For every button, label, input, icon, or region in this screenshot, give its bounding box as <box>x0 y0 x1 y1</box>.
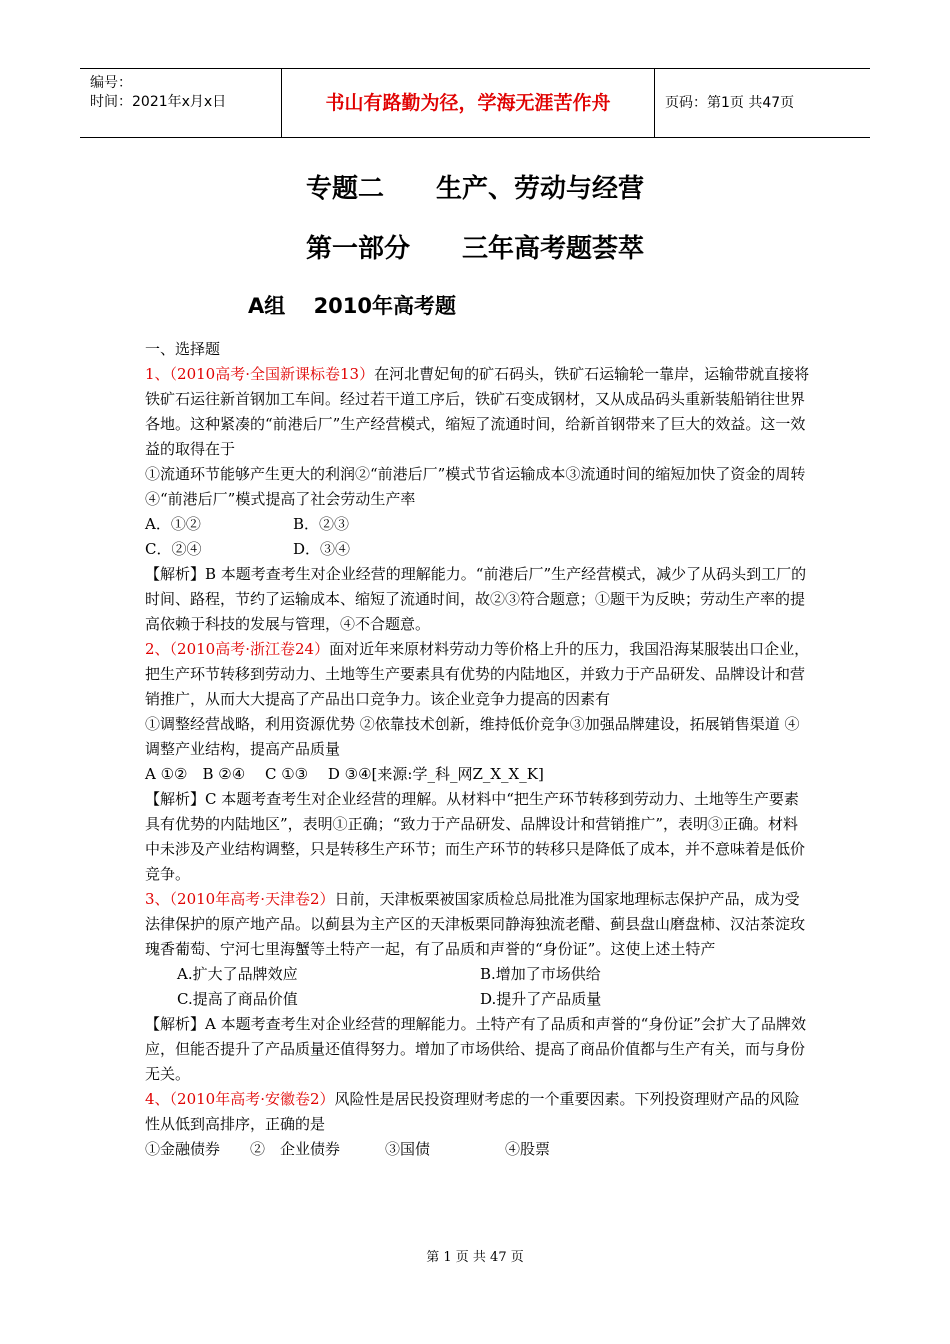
question-2-source: （2010高考·浙江卷24） <box>169 640 330 658</box>
question-4-number: 4、 <box>145 1090 170 1108</box>
question-2-items: ①调整经营战略，利用资源优势 ②依靠技术创新，维持低价竞争③加强品牌建设，拓展销售渠道 ④调整产业结构，提高产品质量 <box>145 715 800 758</box>
header-motto: 书山有路勤为径，学海无涯苦作舟 <box>282 69 655 137</box>
question-1-source: （2010高考·全国新课标卷13） <box>169 365 375 383</box>
question-3-options-row1 <box>145 962 810 987</box>
question-1-items: ①流通环节能够产生更大的利润②“前港后厂”模式节省运输成本③流通时间的缩短加快了资金的周转④“前港后厂”模式提高了社会劳动生产率 <box>145 465 806 508</box>
question-2-stem: 2、（2010高考·浙江卷24）面对近年来原材料劳动力等价格上升的压力，我国沿海某服装出口企业，把生产环节转移到劳动力、土地等生产要素具有优势的内陆地区，并致力于产品研发、品牌设计和营销推广，从而大大提高了产品出口竞争力。该企业竞争力提高的因素有 <box>145 640 810 708</box>
question-1-stem: 1、（2010高考·全国新课标卷13）在河北曹妃甸的矿石码头，铁矿石运输轮一靠岸，运输带就直接将铁矿石运往新首钢加工车间。经过若干道工序后，铁矿石变成钢材，又从成品码头重新装船销往世界各地。这种紧凑的“前港后厂”生产经营模式，缩短了流通时间，给新首钢带来了巨大的效益。这一效益的取得在于 <box>145 365 810 458</box>
number-label: 编号： <box>90 75 132 91</box>
section-heading: 一、选择题 <box>145 340 221 358</box>
document-body <box>145 337 810 1162</box>
group-title: A组 2010年高考题 <box>248 294 457 318</box>
page-footer: 第 1 页 共 47 页 <box>426 1250 524 1265</box>
question-4-items: ①金融债券 ② 企业债券 ③国债 ④股票 <box>145 1140 551 1158</box>
question-4-stem: 4、（2010年高考·安徽卷2）风险性是居民投资理财考虑的一个重要因素。下列投资理财产品的风险性从低到高排序，正确的是 <box>145 1090 800 1133</box>
option-b: B．②③ <box>293 515 350 533</box>
option-a: A．①② <box>145 515 201 533</box>
header-table <box>80 68 870 138</box>
question-1-analysis: 【解析】B 本题考查考生对企业经营的理解能力。“前港后厂”生产经营模式，减少了从码头到工厂的时间、路程，节约了运输成本、缩短了流通时间，故②③符合题意；①题干为反映；劳动生产率的提高依赖于科技的发展与管理，④不合题意。 <box>145 565 807 633</box>
option-a: A.扩大了品牌效应 <box>177 965 298 983</box>
question-1-number: 1、 <box>145 365 170 383</box>
question-2-analysis: 【解析】C 本题考查考生对企业经营的理解。从材料中“把生产环节转移到劳动力、土地等生产要素具有优势的内陆地区”，表明①正确；“致力于产品研发、品牌设计和营销推广”，表明③正确。材料中未涉及产业结构调整，只是转移生产环节；而生产环节的转移只是降低了成本，并不意味着是低价竞争。 <box>145 790 806 883</box>
question-1-options-row1 <box>145 512 810 537</box>
question-2-number: 2、 <box>145 640 170 658</box>
question-4-source: （2010年高考·安徽卷2） <box>169 1090 335 1108</box>
topic-title: 专题二 生产、劳动与经营 <box>305 174 644 204</box>
question-1-options-row2 <box>145 537 810 562</box>
header-page-info: 页码：第1页 共47页 <box>665 95 795 111</box>
question-3-stem: 3、（2010年高考·天津卷2）日前，天津板栗被国家质检总局批准为国家地理标志保护产品，成为受法律保护的原产地产品。以蓟县为主产区的天津板栗同静海独流老醋、蓟县盘山磨盘柿、汉沽茶淀玫瑰香葡萄、宁河七里海蟹等土特产一起，有了品质和声誉的“身份证”。这使上述土特产 <box>145 890 806 958</box>
part-title: 第一部分 三年高考题荟萃 <box>305 234 644 264</box>
option-d: D．③④ <box>293 540 351 558</box>
date-label: 时间：2021年x月x日 <box>90 94 227 110</box>
question-3-number: 3、 <box>145 890 170 908</box>
option-c: C．②④ <box>145 540 202 558</box>
header-meta-cell <box>80 69 282 137</box>
question-2-options: A ①② B ②④ C ①③ D ③④[来源:学_科_网Z_X_X_K] <box>145 765 544 783</box>
option-d: D.提升了产品质量 <box>480 990 602 1008</box>
question-3-options-row2 <box>145 987 810 1012</box>
option-c: C.提高了商品价值 <box>177 990 298 1008</box>
question-3-source: （2010年高考·天津卷2） <box>169 890 335 908</box>
option-b: B.增加了市场供给 <box>480 965 601 983</box>
question-3-analysis: 【解析】A 本题考查考生对企业经营的理解能力。土特产有了品质和声誉的“身份证”会扩大了品牌效应，但能否提升了产品质量还值得努力。增加了市场供给、提高了商品价值都与生产有关，而与身份无关。 <box>145 1015 806 1083</box>
